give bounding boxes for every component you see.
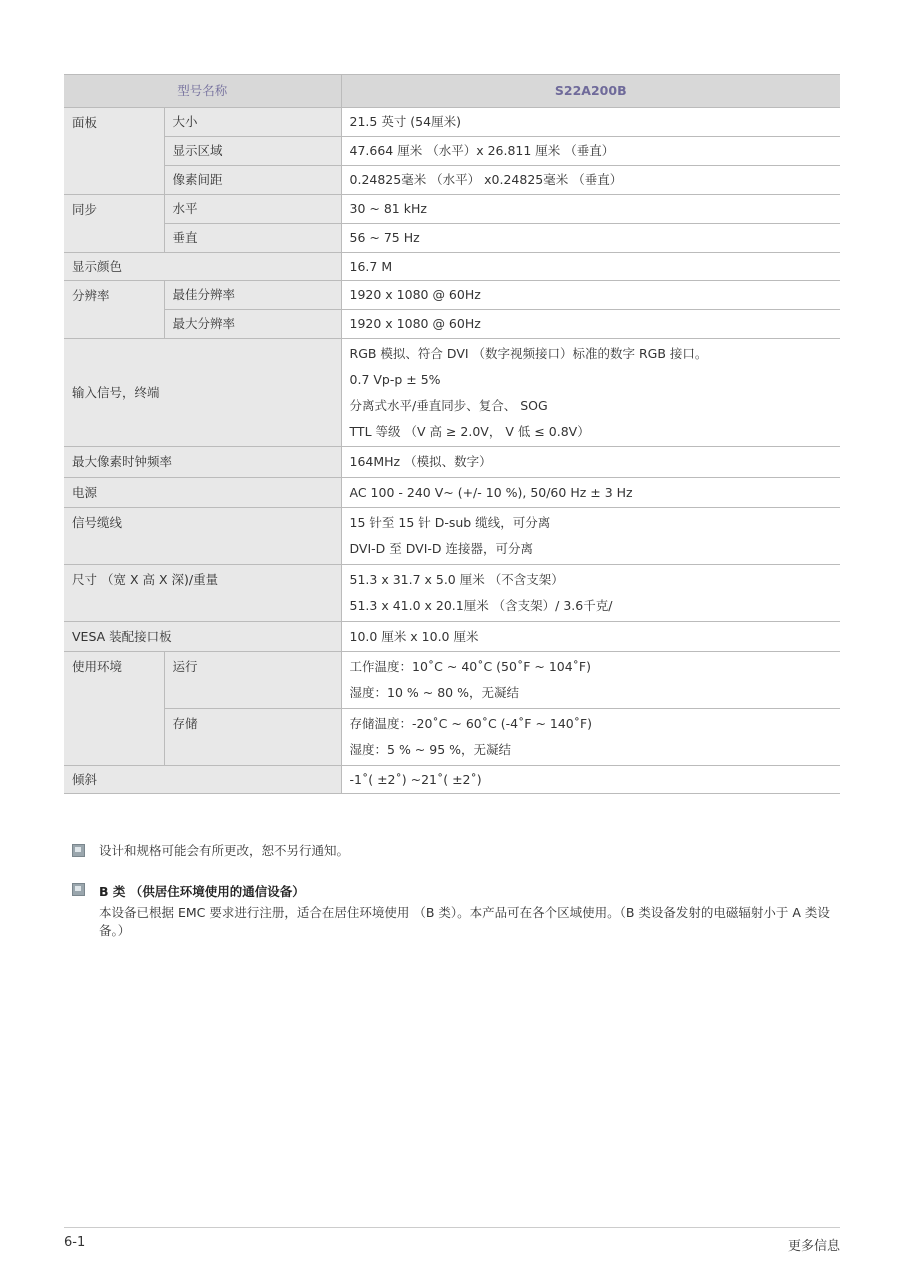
table-row bbox=[64, 310, 840, 339]
sync-label: 同步 bbox=[64, 195, 164, 253]
table-row bbox=[64, 766, 840, 794]
sync-vertical-value: 56 ~ 75 Hz bbox=[341, 224, 840, 253]
input-signal-label: 输入信号，终端 bbox=[64, 339, 341, 447]
note-class-b bbox=[72, 882, 842, 952]
display-area-label: 显示区域 bbox=[164, 137, 341, 166]
vesa-value: 10.0 厘米 x 10.0 厘米 bbox=[341, 622, 840, 652]
dimensions-label: 尺寸 （宽 X 高 X 深)/重量 bbox=[64, 565, 341, 622]
display-area-value: 47.664 厘米 （水平）x 26.811 厘米 （垂直） bbox=[341, 137, 840, 166]
pixel-pitch-label: 像素间距 bbox=[164, 166, 341, 195]
dimensions-line: 51.3 x 31.7 x 5.0 厘米 （不含支架） bbox=[349, 572, 564, 587]
storage-label: 存储 bbox=[164, 709, 341, 766]
note-icon bbox=[72, 883, 85, 896]
note-text: 设计和规格可能会有所更改，恕不另行通知。 bbox=[99, 843, 350, 858]
table-row bbox=[64, 166, 840, 195]
power-value: AC 100 - 240 V~ (+/- 10 %), 50/60 Hz ± 3 Hz bbox=[341, 478, 840, 508]
spec-table bbox=[64, 74, 840, 794]
note-title: B 类 （供居住环境使用的通信设备） bbox=[99, 884, 305, 899]
signal-cable-label: 信号缆线 bbox=[64, 508, 341, 565]
table-row bbox=[64, 281, 840, 310]
note-body: 本设备已根据 EMC 要求进行注册，适合在居住环境使用 （B 类）。本产品可在各个区域使用。（B 类设备发射的电磁辐射小于 A 类设备。） bbox=[99, 905, 830, 938]
table-row bbox=[64, 447, 840, 478]
tilt-label: 倾斜 bbox=[64, 766, 341, 794]
panel-size-value: 21.5 英寸 (54厘米) bbox=[341, 108, 840, 137]
max-pixel-clock-value: 164MHz （模拟、数字） bbox=[341, 447, 840, 478]
display-color-value: 16.7 M bbox=[341, 253, 840, 281]
model-value-header: S22A200B bbox=[341, 75, 840, 108]
model-name-header: 型号名称 bbox=[64, 75, 341, 108]
table-row bbox=[64, 339, 840, 447]
input-signal-line: TTL 等级 （V 高 ≥ 2.0V， V 低 ≤ 0.8V） bbox=[349, 423, 590, 439]
table-row bbox=[64, 137, 840, 166]
max-resolution-value: 1920 x 1080 @ 60Hz bbox=[341, 310, 840, 339]
note-icon bbox=[72, 844, 85, 857]
table-header-row bbox=[64, 75, 840, 108]
table-row bbox=[64, 622, 840, 652]
dimensions-line: 51.3 x 41.0 x 20.1厘米 （含支架）/ 3.6千克/ bbox=[349, 598, 613, 613]
operating-label: 运行 bbox=[164, 652, 341, 709]
sync-horizontal-value: 30 ~ 81 kHz bbox=[341, 195, 840, 224]
signal-cable-line: 15 针至 15 针 D-sub 缆线，可分离 bbox=[349, 515, 551, 530]
sync-horizontal-label: 水平 bbox=[164, 195, 341, 224]
input-signal-value bbox=[341, 339, 840, 447]
page-number: 6-1 bbox=[64, 1235, 86, 1250]
table-row bbox=[64, 195, 840, 224]
signal-cable-line: DVI-D 至 DVI-D 连接器，可分离 bbox=[349, 541, 533, 556]
table-row bbox=[64, 565, 840, 622]
max-resolution-label: 最大分辨率 bbox=[164, 310, 341, 339]
input-signal-line: 分离式水平/垂直同步、复合、 SOG bbox=[349, 397, 548, 413]
tilt-value: -1˚( ±2˚) ~21˚( ±2˚) bbox=[341, 766, 840, 794]
power-label: 电源 bbox=[64, 478, 341, 508]
table-row bbox=[64, 224, 840, 253]
panel-label: 面板 bbox=[64, 108, 164, 195]
storage-line: 存储温度：-20˚C ~ 60˚C (-4˚F ~ 140˚F) bbox=[349, 716, 593, 731]
table-row bbox=[64, 253, 840, 281]
signal-cable-value bbox=[341, 508, 840, 565]
optimal-resolution-label: 最佳分辨率 bbox=[164, 281, 341, 310]
operating-line: 湿度：10 % ~ 80 %，无凝结 bbox=[349, 685, 519, 700]
storage-line: 湿度：5 % ~ 95 %，无凝结 bbox=[349, 742, 511, 757]
input-signal-line: RGB 模拟、符合 DVI （数字视频接口）标准的数字 RGB 接口。 bbox=[349, 345, 708, 361]
table-row bbox=[64, 108, 840, 137]
operating-value bbox=[341, 652, 840, 709]
note-spec-change bbox=[72, 843, 842, 863]
operating-line: 工作温度：10˚C ~ 40˚C (50˚F ~ 104˚F) bbox=[349, 659, 591, 674]
resolution-label: 分辨率 bbox=[64, 281, 164, 339]
environment-label: 使用环境 bbox=[64, 652, 164, 766]
section-title: 更多信息 bbox=[787, 1239, 840, 1254]
table-row bbox=[64, 709, 840, 766]
footer-divider bbox=[64, 1227, 840, 1228]
input-signal-line: 0.7 Vp-p ± 5% bbox=[349, 371, 441, 387]
optimal-resolution-value: 1920 x 1080 @ 60Hz bbox=[341, 281, 840, 310]
panel-size-label: 大小 bbox=[164, 108, 341, 137]
table-row bbox=[64, 508, 840, 565]
pixel-pitch-value: 0.24825毫米 （水平） x0.24825毫米 （垂直） bbox=[341, 166, 840, 195]
max-pixel-clock-label: 最大像素时钟频率 bbox=[64, 447, 341, 478]
table-row bbox=[64, 478, 840, 508]
dimensions-value bbox=[341, 565, 840, 622]
vesa-label: VESA 装配接口板 bbox=[64, 622, 341, 652]
display-color-label: 显示颜色 bbox=[64, 253, 341, 281]
table-row bbox=[64, 652, 840, 709]
sync-vertical-label: 垂直 bbox=[164, 224, 341, 253]
storage-value bbox=[341, 709, 840, 766]
